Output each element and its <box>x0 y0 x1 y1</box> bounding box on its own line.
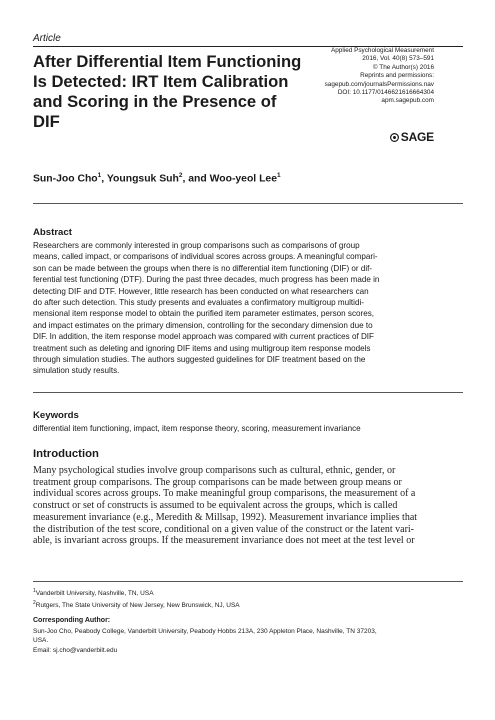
reprints-label: Reprints and permissions: <box>360 72 434 80</box>
intro-line: treatment group comparisons. The group comparisons can be made between group means or <box>33 476 402 488</box>
corresponding-author-heading: Corresponding Author: <box>33 617 111 624</box>
abstract-line: detecting DIF and DTF. However, little research has been conducted on what researchers can <box>33 286 369 296</box>
intro-line: individual scores across groups. To make meaningful group comparisons, the measurement of a <box>33 488 416 500</box>
publisher-logo-text: SAGE <box>400 130 434 144</box>
corresponding-author-address: Sun-Joo Cho, Peabody College, Vanderbilt University, Peabody Hobbs 213A, 230 Appleton Place, Nashville, TN 37203, USA. Email: sj.cho@vanderbilt.edu <box>33 627 463 655</box>
affiliation-footnotes <box>33 587 463 611</box>
intro-line: Many psychological studies involve group comparisons such as cultural, ethnic, gender, or <box>33 465 396 476</box>
abstract-line: treatment such as deleting and ignoring DIF items and using multigroup item response models <box>33 343 371 353</box>
permissions-link[interactable]: sagepub.com/journalsPermissions.nav <box>324 80 434 88</box>
abstract-line: simulation study results. <box>33 366 120 376</box>
intro-line: able, is invariant across groups. If the measurement invariance does not meet at the test level or <box>33 535 415 547</box>
abstract-body <box>33 240 463 377</box>
introduction-body <box>33 465 463 547</box>
copyright: © The Author(s) 2016 <box>372 63 434 71</box>
author-name: Youngsuk Suh <box>106 173 179 185</box>
intro-line: the distribution of the test score, conditional on a given value of the construct or the latent vari- <box>33 523 415 535</box>
author-name: Sun-Joo Cho <box>33 173 98 185</box>
abstract-line: through simulation studies. The authors suggested guidelines for DIF treatment based on the <box>33 355 366 365</box>
abstract-line: Researchers are commonly interested in group comparisons such as comparisons of group <box>33 241 360 250</box>
section-divider <box>33 203 463 204</box>
footnote-item: $^2$Rutgers, The State University of New Jersey, New Brunswick, NJ, USA <box>33 599 240 609</box>
author-affiliation-mark: 1 <box>97 172 102 179</box>
abstract-line: son can be made between the groups when there is no differential item functioning (DIF) or dif- <box>33 263 373 273</box>
keywords-heading: Keywords <box>33 410 79 421</box>
abstract-line: do after such detection. This study presents and evaluates a confirmatory multigroup multidi- <box>33 298 364 308</box>
author-name: Woo-yeol Lee <box>209 173 277 185</box>
author-affiliation-mark: 2 <box>178 172 183 179</box>
introduction-heading: Introduction <box>33 448 99 460</box>
intro-line: construct or set of constructs is assumed to be equivalent across the groups, which is called <box>33 500 398 512</box>
keywords-list: differential item functioning, impact, item response theory, scoring, measurement invariance <box>33 424 361 433</box>
article-type-label: Article <box>33 33 61 44</box>
abstract-line: DIF. In addition, the item response model approach was compared with current practices of DIF <box>33 332 374 342</box>
footnote-divider <box>33 581 463 582</box>
author-conjunction: and <box>188 173 207 185</box>
paper-title: After Differential Item Functioning Is Detected: IRT Item Calibration and Scoring in the Presence of DIF <box>33 52 302 131</box>
journal-name: Applied Psychological Measurement <box>330 47 434 54</box>
abstract-line: ferential test functioning (DTF). During the past three decades, much progress has been made in <box>33 275 380 285</box>
author-affiliation-mark: 1 <box>276 172 281 179</box>
doi[interactable]: DOI: 10.1177/0146621616664304 <box>337 89 434 97</box>
journal-volume: 2016, Vol. 40(8) 573–591 <box>362 55 434 63</box>
footnote-item: $^1$Vanderbilt University, Nashville, TN, USA <box>33 588 154 598</box>
abstract-line: means, called impact, or comparisons of individual scores across groups. A meaningful compari- <box>33 252 378 262</box>
abstract-heading: Abstract <box>33 227 72 238</box>
journal-info <box>234 47 434 106</box>
intro-line: measurement invariance (e.g., Meredith & Millsap, 1992). Measurement invariance implies that <box>33 511 418 523</box>
journal-website[interactable]: apm.sagepub.com <box>381 97 434 105</box>
author-list: Sun-Joo Cho$^1$, Youngsuk Suh$^2$, and Woo-yeol Lee$^1$ <box>33 172 281 185</box>
section-divider <box>33 392 463 393</box>
abstract-line: and impact estimates on the primary dimension, controlling for the secondary dimension due to <box>33 320 373 330</box>
sage-logo-icon <box>390 133 399 142</box>
publisher-logo <box>390 130 434 144</box>
abstract-line: mensional item response model to obtain the purified item parameter estimates, person scores, <box>33 309 375 319</box>
corresponding-author-email[interactable]: Email: sj.cho@vanderbilt.edu <box>33 646 118 654</box>
